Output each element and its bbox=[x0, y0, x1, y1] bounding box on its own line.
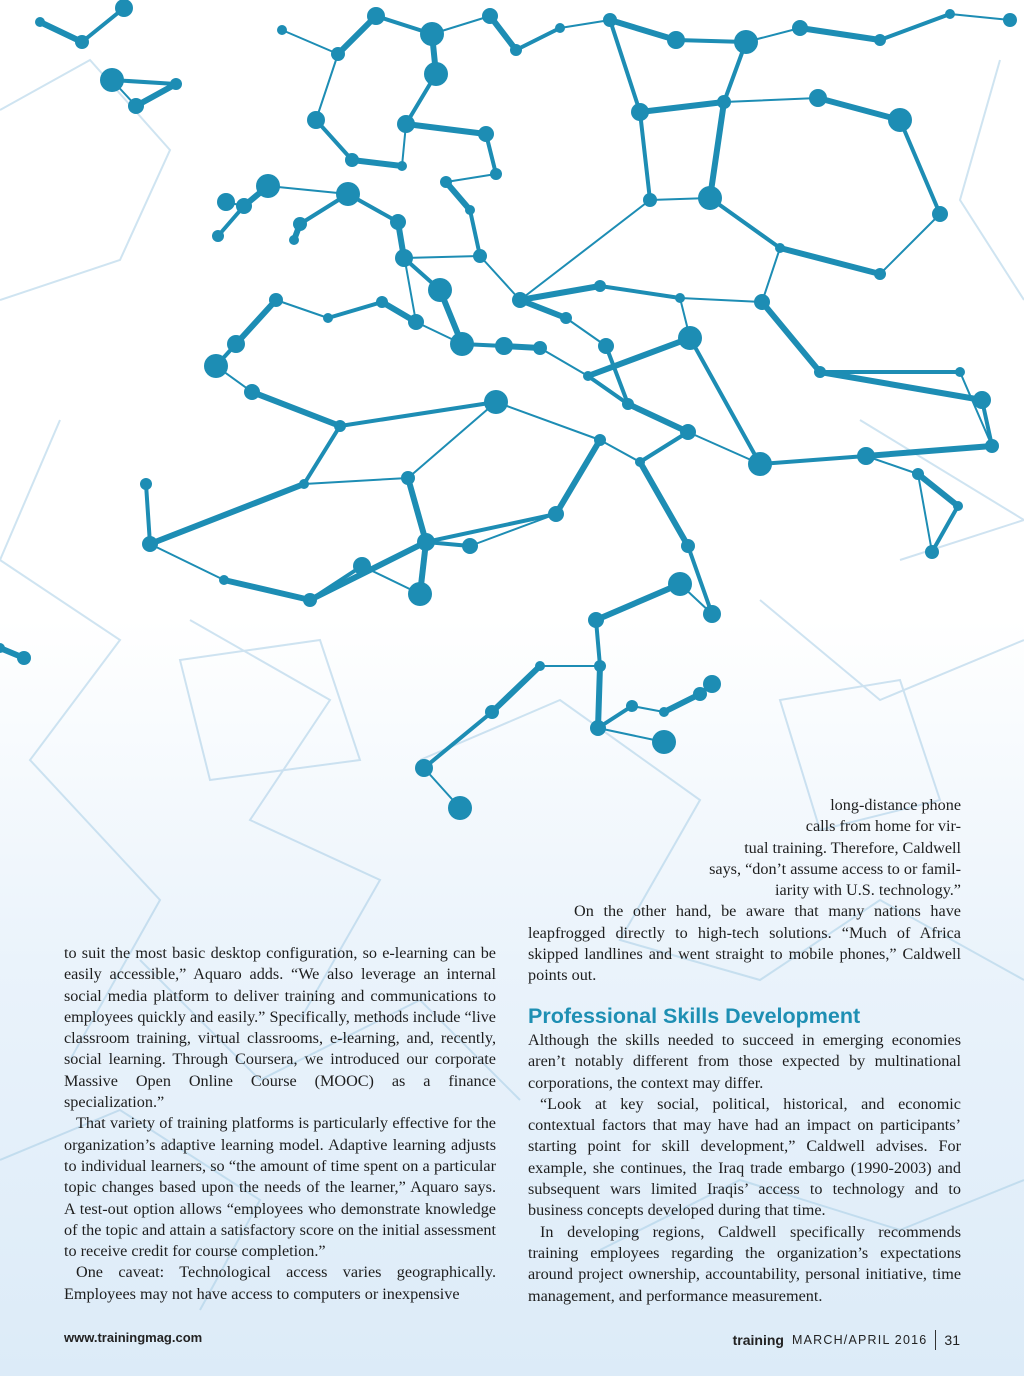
network-node bbox=[408, 582, 432, 606]
network-link bbox=[150, 484, 304, 544]
left-paragraph-3: One caveat: Technological access varies geographically. Employees may not have access to computers or inexpensive bbox=[64, 1263, 496, 1303]
network-node bbox=[659, 707, 669, 717]
network-link bbox=[492, 666, 540, 712]
network-node bbox=[809, 89, 827, 107]
network-node bbox=[533, 341, 547, 355]
network-node bbox=[331, 47, 345, 61]
network-link bbox=[146, 484, 150, 544]
network-node bbox=[485, 705, 499, 719]
network-node bbox=[367, 7, 385, 25]
network-node bbox=[588, 612, 604, 628]
network-node bbox=[323, 313, 333, 323]
network-link bbox=[268, 186, 348, 194]
network-node bbox=[289, 235, 299, 245]
network-link bbox=[628, 404, 688, 432]
network-node bbox=[256, 174, 280, 198]
network-link bbox=[724, 98, 818, 102]
network-node bbox=[603, 13, 617, 27]
network-node bbox=[643, 193, 657, 207]
network-node bbox=[560, 312, 572, 324]
network-node bbox=[548, 506, 564, 522]
network-node bbox=[473, 249, 487, 263]
network-node bbox=[594, 660, 606, 672]
network-node bbox=[535, 661, 545, 671]
network-link bbox=[690, 338, 760, 464]
left-column bbox=[64, 943, 496, 1305]
network-node bbox=[888, 108, 912, 132]
network-link bbox=[760, 456, 866, 464]
network-node bbox=[622, 398, 634, 410]
network-node bbox=[170, 78, 182, 90]
network-node bbox=[675, 293, 685, 303]
network-link bbox=[762, 302, 820, 372]
wrapped-line-5: iarity with U.S. technology.” bbox=[775, 881, 961, 900]
network-link bbox=[276, 300, 328, 318]
network-node bbox=[424, 62, 448, 86]
network-node bbox=[440, 176, 452, 188]
network-node bbox=[269, 293, 283, 307]
wrapped-line-2: calls from home for vir- bbox=[805, 817, 961, 836]
network-link bbox=[610, 20, 640, 112]
network-link bbox=[640, 112, 650, 200]
network-node bbox=[345, 153, 359, 167]
footer-issue: MARCH/APRIL 2016 bbox=[791, 1333, 928, 1347]
network-node bbox=[512, 292, 528, 308]
network-node bbox=[631, 103, 649, 121]
network-node bbox=[128, 98, 144, 114]
network-link bbox=[398, 222, 416, 322]
network-link bbox=[304, 426, 340, 484]
network-node bbox=[417, 533, 435, 551]
network-link bbox=[932, 506, 958, 552]
network-link bbox=[866, 446, 992, 456]
network-node bbox=[212, 230, 224, 242]
network-node bbox=[397, 115, 415, 133]
network-node bbox=[495, 337, 513, 355]
wrapped-line-4: says, “don’t assume access to or famil- bbox=[709, 859, 961, 878]
network-link bbox=[150, 544, 224, 580]
network-link bbox=[818, 98, 900, 120]
network-node bbox=[703, 675, 721, 693]
network-node bbox=[142, 536, 158, 552]
network-node bbox=[100, 68, 124, 92]
network-node bbox=[912, 468, 924, 480]
network-link bbox=[424, 712, 492, 768]
network-link bbox=[762, 248, 780, 302]
network-node bbox=[450, 332, 474, 356]
network-node bbox=[626, 700, 638, 712]
network-node bbox=[219, 575, 229, 585]
network-node bbox=[792, 20, 808, 36]
network-link bbox=[880, 14, 950, 40]
network-link bbox=[470, 210, 480, 256]
network-link bbox=[404, 256, 480, 258]
network-node bbox=[510, 44, 522, 56]
network-node bbox=[754, 294, 770, 310]
network-node bbox=[462, 538, 478, 554]
network-node bbox=[395, 249, 413, 267]
network-link bbox=[596, 584, 680, 620]
footer-folio bbox=[733, 1330, 960, 1350]
network-link bbox=[406, 124, 486, 134]
network-link bbox=[556, 440, 600, 514]
network-node bbox=[334, 420, 346, 432]
right-paragraph-3: In developing regions, Caldwell specifically recommends training employees regarding the organization’s expectations around project ownership, accountability, personal initiative, time management, and performance measurement. bbox=[528, 1222, 961, 1305]
network-node bbox=[932, 206, 948, 222]
network-link bbox=[304, 478, 408, 484]
network-node bbox=[217, 193, 235, 211]
footer-divider bbox=[935, 1330, 936, 1350]
network-link bbox=[520, 286, 600, 300]
network-link bbox=[610, 20, 676, 40]
network-node bbox=[408, 314, 424, 330]
network-node bbox=[299, 479, 309, 489]
network-node bbox=[140, 478, 152, 490]
network-node bbox=[703, 605, 721, 623]
network-node bbox=[874, 268, 886, 280]
network-node bbox=[490, 168, 502, 180]
network-node bbox=[594, 280, 606, 292]
network-link bbox=[480, 256, 520, 300]
network-node bbox=[227, 335, 245, 353]
network-node bbox=[748, 452, 772, 476]
footer-website: www.trainingmag.com bbox=[64, 1330, 203, 1345]
right-paragraph-1: Although the skills needed to succeed in emerging economies aren’t notably different from those expected by multinational corporations, the context may differ. bbox=[528, 1031, 961, 1092]
network-link bbox=[900, 120, 940, 214]
page-number: 31 bbox=[944, 1332, 960, 1348]
network-node bbox=[293, 217, 307, 231]
network-node bbox=[1003, 13, 1017, 27]
network-node bbox=[734, 30, 758, 54]
network-link bbox=[408, 478, 426, 542]
network-link bbox=[328, 302, 382, 318]
network-node bbox=[681, 539, 695, 553]
network-link bbox=[282, 30, 338, 54]
network-node bbox=[204, 354, 228, 378]
network-node bbox=[594, 434, 606, 446]
section-heading: Professional Skills Development bbox=[528, 1004, 861, 1028]
right-column-body bbox=[528, 1030, 961, 1307]
network-link bbox=[598, 666, 600, 728]
network-node bbox=[985, 439, 999, 453]
network-node bbox=[353, 557, 371, 575]
wrapped-line-3: tual training. Therefore, Caldwell bbox=[744, 838, 961, 857]
network-link bbox=[446, 174, 496, 182]
network-link bbox=[640, 462, 688, 546]
network-node bbox=[420, 22, 444, 46]
network-link bbox=[640, 102, 724, 112]
network-node bbox=[667, 31, 685, 49]
footer-brand: training bbox=[732, 1332, 784, 1348]
network-link bbox=[880, 214, 940, 274]
network-node bbox=[482, 8, 498, 24]
network-node bbox=[953, 501, 963, 511]
network-link bbox=[710, 198, 780, 248]
network-node bbox=[428, 278, 452, 302]
network-node bbox=[973, 391, 991, 409]
network-link bbox=[252, 392, 340, 426]
network-node bbox=[397, 161, 407, 171]
network-node bbox=[448, 796, 472, 820]
network-node bbox=[668, 572, 692, 596]
network-link bbox=[352, 160, 402, 166]
network-node bbox=[307, 111, 325, 129]
network-link bbox=[680, 298, 762, 302]
network-node bbox=[236, 198, 252, 214]
network-link bbox=[950, 14, 1010, 20]
wrapped-line-1: long-distance phone bbox=[830, 796, 961, 814]
network-node bbox=[590, 720, 606, 736]
network-node bbox=[303, 593, 317, 607]
network-link bbox=[960, 372, 992, 446]
network-link bbox=[918, 474, 958, 506]
network-node bbox=[945, 9, 955, 19]
network-link bbox=[640, 432, 688, 462]
network-node bbox=[465, 205, 475, 215]
right-top-paragraph: On the other hand, be aware that many nations have leapfrogged directly to high-tech solutions. “Much of Africa skipped landlines and went straight to mobile phones,” Caldwell points out. bbox=[528, 902, 961, 985]
network-node bbox=[75, 35, 89, 49]
network-node bbox=[390, 214, 406, 230]
network-link bbox=[800, 28, 880, 40]
network-node bbox=[598, 338, 614, 354]
network-link bbox=[600, 286, 680, 298]
right-paragraph-2: “Look at key social, political, historical, and economic contextual factors that may have had an impact on participants’ starting point for skill development,” Caldwell advises. For example, she continues, the Iraq trade embargo (1990-2003) and subsequent wars limited Iraqis’ access to technology and to business concepts developed during that time. bbox=[528, 1094, 961, 1220]
right-column-top bbox=[528, 795, 961, 987]
network-link bbox=[224, 580, 310, 600]
network-link bbox=[560, 20, 610, 28]
network-node bbox=[635, 457, 645, 467]
network-node bbox=[775, 243, 785, 253]
network-node bbox=[814, 366, 826, 378]
network-node bbox=[698, 186, 722, 210]
network-link bbox=[496, 402, 600, 440]
network-node bbox=[583, 371, 593, 381]
network-link bbox=[600, 440, 640, 462]
network-node bbox=[478, 126, 494, 142]
network-link bbox=[516, 28, 560, 50]
network-node bbox=[277, 25, 287, 35]
network-node bbox=[678, 326, 702, 350]
network-node bbox=[680, 424, 696, 440]
network-node bbox=[336, 182, 360, 206]
network-node bbox=[484, 390, 508, 414]
network-node bbox=[652, 730, 676, 754]
network-node bbox=[244, 384, 260, 400]
network-node bbox=[415, 759, 433, 777]
network-node bbox=[17, 651, 31, 665]
network-link bbox=[316, 54, 338, 120]
network-link bbox=[540, 348, 588, 376]
network-node bbox=[35, 17, 45, 27]
left-paragraph-1: to suit the most basic desktop configuration, so e-learning can be easily accessible,” Aquaro adds. “We also leverage an internal social media platform to deliver training and communications to employees quickly and easily.” Specifically, methods include “live classroom training, virtual classrooms, e-learning, and, recently, social learning. Through Coursera, we introduced our corporate Massive Open Online Course (MOOC) as a finance specialization.” bbox=[64, 944, 496, 1112]
network-link bbox=[710, 102, 724, 198]
network-node bbox=[874, 34, 886, 46]
network-node bbox=[925, 545, 939, 559]
network-node bbox=[955, 367, 965, 377]
network-link bbox=[780, 248, 880, 274]
network-node bbox=[857, 447, 875, 465]
network-node bbox=[717, 95, 731, 109]
network-node bbox=[376, 296, 388, 308]
network-link bbox=[520, 200, 650, 300]
network-node bbox=[555, 23, 565, 33]
left-paragraph-2: That variety of training platforms is particularly effective for the organization’s adaptive learning model. Adaptive learning adjusts to individual learners, so “the amount of time spent on a particular topic changes based upon the needs of the learner,” Aquaro says. A test-out option allows “employees who demonstrate knowledge of the topic and attain a satisfactory score on the initial assessment to receive credit for course completion.” bbox=[64, 1114, 496, 1261]
network-node bbox=[401, 471, 415, 485]
